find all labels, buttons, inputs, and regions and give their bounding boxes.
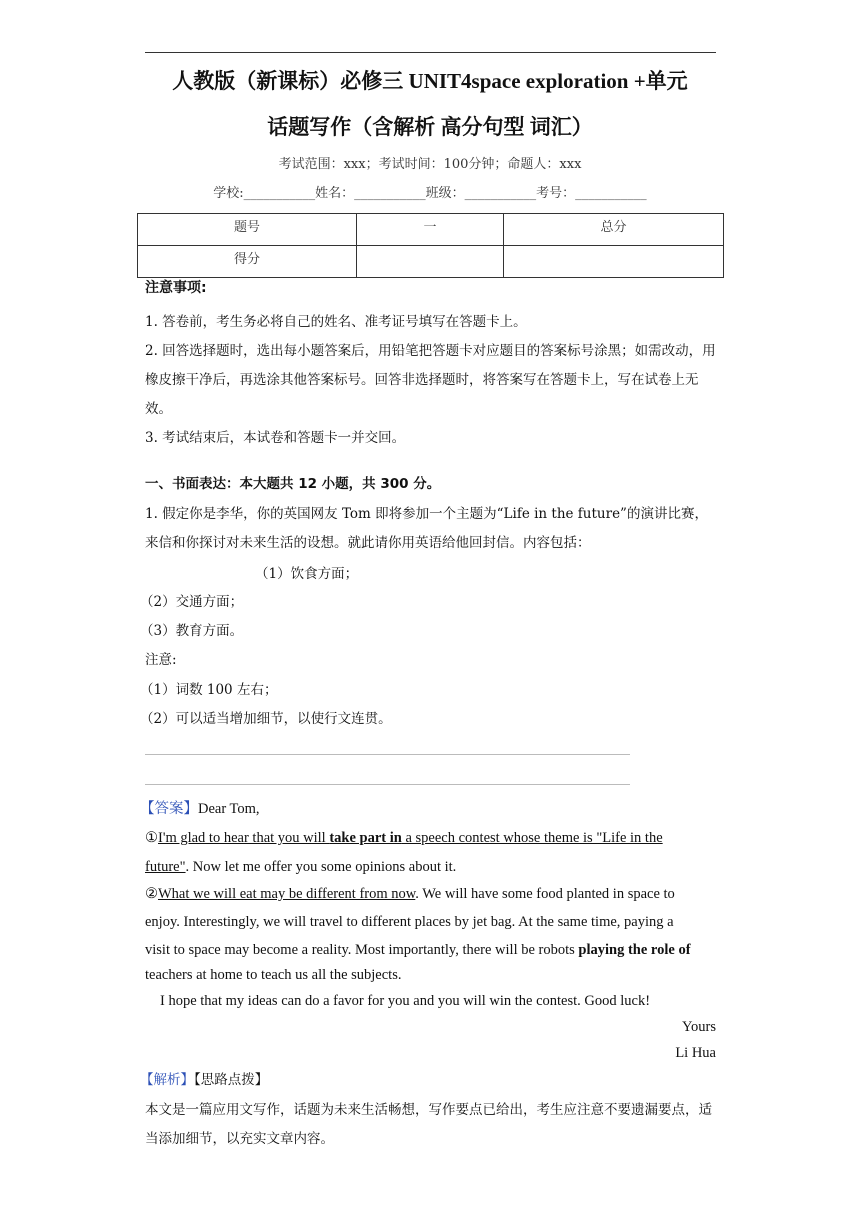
underlined-text: a speech contest whose theme is "Life in the bbox=[401, 830, 663, 846]
table-cell bbox=[504, 246, 724, 278]
answer-line bbox=[145, 754, 630, 755]
sentence-marker: ① bbox=[145, 830, 158, 846]
underlined-text: I'm glad to hear that you will bbox=[158, 830, 330, 846]
letter-closing: Yours bbox=[682, 1019, 716, 1035]
underlined-text: future" bbox=[145, 859, 186, 875]
table-cell: 总分 bbox=[504, 214, 724, 246]
note-label: 注意: bbox=[145, 652, 177, 668]
table-cell bbox=[357, 246, 504, 278]
analysis-tag: 【解析】 bbox=[140, 1072, 194, 1088]
letter-line: teachers at home to teach us all the subjects. bbox=[145, 967, 402, 983]
student-info: 学校:___________姓名：___________班级：___________考号：___________ bbox=[213, 186, 647, 201]
section-heading: 一、书面表达：本大题共 12 小题，共 300 分。 bbox=[145, 476, 441, 492]
table-cell: 得分 bbox=[138, 246, 357, 278]
document-title-line2: 话题写作（含解析 高分句型 词汇） bbox=[267, 115, 593, 139]
score-table bbox=[137, 213, 724, 278]
question-text: 1. 假定你是李华，你的英国网友 Tom 即将参加一个主题为“Life in the future”的演讲比赛，来信和你探讨对未来生活的设想。就此请你用英语给他回封信。内容包括： bbox=[145, 506, 708, 551]
notice-item-1: 1. 答卷前，考生务必将自己的姓名、准考证号填写在答题卡上。 bbox=[145, 314, 527, 330]
exam-info: 考试范围：xxx；考试时间：100分钟；命题人：xxx bbox=[278, 157, 582, 172]
letter-text: visit to space may become a reality. Most importantly, there will be robots bbox=[145, 942, 579, 958]
content-point-1: （1）饮食方面； bbox=[255, 566, 359, 582]
table-row bbox=[138, 246, 724, 278]
notice-item-3: 3. 考试结束后，本试卷和答题卡一并交回。 bbox=[145, 430, 406, 446]
letter-line bbox=[145, 857, 456, 877]
letter-text: . We will have some food planted in space to bbox=[415, 886, 675, 902]
letter-text: . Now let me offer you some opinions about it. bbox=[185, 859, 457, 875]
analysis-heading bbox=[140, 1070, 268, 1090]
document-title-line1: 人教版（新课标）必修三 UNIT4space exploration +单元 bbox=[172, 69, 688, 93]
note-item-1: （1）词数 100 左右； bbox=[140, 682, 278, 698]
letter-line bbox=[145, 940, 691, 960]
letter-line bbox=[145, 828, 663, 848]
letter-line bbox=[145, 884, 675, 904]
note-item-2: （2）可以适当增加细节，以使行文连贯。 bbox=[140, 711, 392, 727]
answer-tag: 【答案】 bbox=[140, 801, 198, 817]
analysis-text: 本文是一篇应用文写作，话题为未来生活畅想，写作要点已给出，考生应注意不要遗漏要点，适当添加细节，以充实文章内容。 bbox=[145, 1102, 712, 1147]
content-point-3: （3）教育方面。 bbox=[140, 623, 244, 639]
letter-greeting: Dear Tom, bbox=[198, 801, 260, 817]
key-phrase: playing the role of bbox=[578, 942, 691, 958]
header-rule bbox=[145, 52, 716, 53]
letter-line: I hope that my ideas can do a favor for you and you will win the contest. Good luck! bbox=[160, 993, 651, 1009]
analysis-label: 【思路点拨】 bbox=[194, 1072, 269, 1088]
table-row bbox=[138, 214, 724, 246]
underlined-text: What we will eat may be different from now bbox=[158, 886, 416, 902]
letter-signature: Li Hua bbox=[675, 1045, 716, 1061]
table-cell: 题号 bbox=[138, 214, 357, 246]
answer-greeting-line bbox=[140, 799, 260, 819]
letter-line: enjoy. Interestingly, we will travel to different places by jet bag. At the same time, paying a bbox=[145, 914, 674, 930]
answer-line bbox=[145, 784, 630, 785]
sentence-marker: ② bbox=[145, 886, 158, 902]
key-phrase: take part in bbox=[329, 830, 402, 846]
content-point-2: （2）交通方面； bbox=[140, 594, 244, 610]
notice-item-2: 2. 回答选择题时，选出每小题答案后，用铅笔把答题卡对应题目的答案标号涂黑；如需改动，用橡皮擦干净后，再选涂其他答案标号。回答非选择题时，将答案写在答题卡上，写在试卷上无效。 bbox=[145, 343, 716, 417]
notice-heading: 注意事项: bbox=[145, 280, 207, 296]
table-cell: 一 bbox=[357, 214, 504, 246]
